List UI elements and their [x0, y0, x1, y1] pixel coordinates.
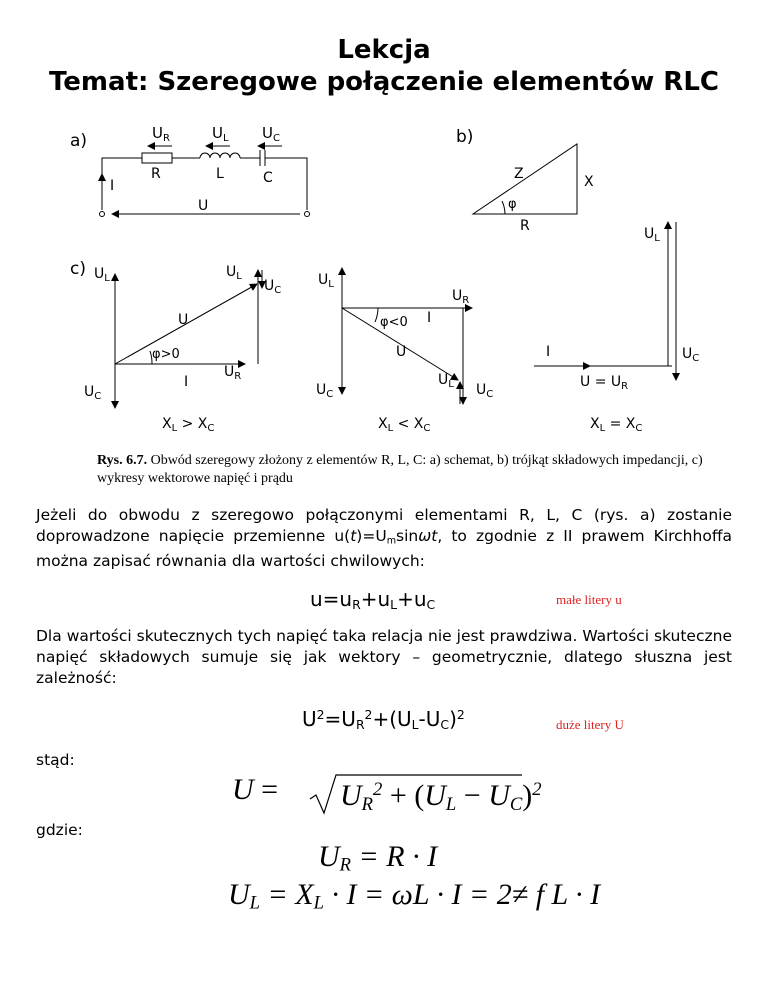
- svg-text:I: I: [427, 310, 432, 326]
- instantaneous-equation: $u=u_R+u_L+u_C$: [310, 587, 436, 613]
- rlc-figure: [60, 118, 740, 448]
- svg-text:UC: $U_C$: [84, 384, 102, 402]
- inductor: [200, 153, 240, 158]
- page-title: Temat: Szeregowe połączenie elementów RLC: [49, 67, 719, 97]
- svg-text:φ: φ: [508, 197, 517, 212]
- impedance-triangle: [456, 127, 594, 234]
- phasor-diagram-3: [534, 222, 699, 434]
- svg-text:UL: $U_L$: [438, 372, 454, 390]
- svg-text:UC: $U_C$: [476, 382, 494, 400]
- label-a: a): [70, 131, 88, 151]
- lesson-label: Lekcja: [337, 35, 431, 65]
- paragraph-intro: Jeżeli do obwodu z szeregowo połączonymi elementami R, L, C (rys. a) zostanie doprowadzone napięcie przemienne $u(t)=U_m\sin\omega t$, to zgodnie z II prawem Kirchhoffa można zapisać równania dla wartości chwilowych:: [36, 506, 732, 571]
- svg-text:C: C: [263, 170, 273, 186]
- svg-text:U: U: [396, 344, 407, 360]
- label-b: b): [456, 127, 474, 147]
- svg-text:UC: $U_C$: [264, 278, 282, 296]
- svg-text:U: U: [198, 198, 209, 214]
- svg-text:UC: $U_C$: [316, 382, 334, 400]
- ul-label: $U_L$: [212, 124, 229, 144]
- svg-text:R: R: [151, 166, 161, 182]
- svg-text:UR: $U_R$: [452, 288, 470, 306]
- svg-text:L: L: [216, 166, 224, 182]
- svg-text:XL < XC: $X_L < X_C$: [378, 416, 431, 434]
- resistor: [142, 153, 172, 163]
- svg-text:UR: $U_R$: [224, 364, 242, 382]
- svg-text:X: X: [584, 174, 594, 190]
- label-gdzie: gdzie:: [36, 821, 83, 839]
- rms-equation: $U^2=U_R^2+(U_L-U_C)^2$: [302, 707, 465, 733]
- label-stad: stąd:: [36, 751, 75, 769]
- svg-text:UC: $U_C$: [682, 346, 700, 364]
- svg-text:R: R: [520, 218, 530, 234]
- note-small-u: małe litery u: [556, 592, 622, 607]
- svg-text:XL = XC: $X_L = X_C$: [590, 416, 643, 434]
- svg-text:I: I: [110, 178, 115, 194]
- svg-text:Z: Z: [514, 166, 524, 182]
- circuit-diagram: [70, 124, 310, 217]
- label-c: c): [70, 259, 86, 279]
- svg-text:U: U: [178, 312, 189, 328]
- phasor-diagram-2: [316, 268, 493, 434]
- svg-text:I: I: [546, 344, 551, 360]
- voltage-magnitude-equation: U = $U_R^2 + (U_L - U_C)^2$: [232, 773, 542, 815]
- svg-text:UL: $U_L$: [226, 264, 242, 282]
- svg-text:UL: $U_L$: [318, 272, 334, 290]
- svg-text:φ>0: φ>0: [152, 347, 180, 362]
- svg-text:I: I: [184, 374, 189, 390]
- paragraph-rms: Dla wartości skutecznych tych napięć taka relacja nie jest prawdziwa. Wartości skuteczne napięć składowych sumuje się jak wektory – geometrycznie, dlatego słuszna jest zależność:: [36, 627, 732, 687]
- phasor-diagram-1: [84, 264, 281, 434]
- ul-equation: $U_L = X_L \cdot I = \omega L \cdot I = 2\ne f$ L · I: [228, 878, 601, 914]
- svg-text:U = UR: $U = U_R$: [580, 374, 629, 392]
- svg-text:φ<0: φ<0: [380, 315, 408, 330]
- figure-caption: Rys. 6.7. Obwód szeregowy złożony z elementów R, L, C: a) schemat, b) trójkąt składowych impedancji, c) wykresy wektorowe napięć i prądu: [97, 453, 703, 486]
- ur-equation: $U_R = R \cdot I$: [318, 840, 438, 876]
- svg-text:UL: $U_L$: [94, 266, 110, 284]
- note-capital-u: duże litery U: [556, 717, 624, 732]
- svg-text:UL: $U_L$: [644, 226, 660, 244]
- ur-label: $U_R$: [152, 124, 170, 144]
- uc-label: $U_C$: [262, 124, 280, 144]
- svg-text:XL > XC: $X_L > X_C$: [162, 416, 215, 434]
